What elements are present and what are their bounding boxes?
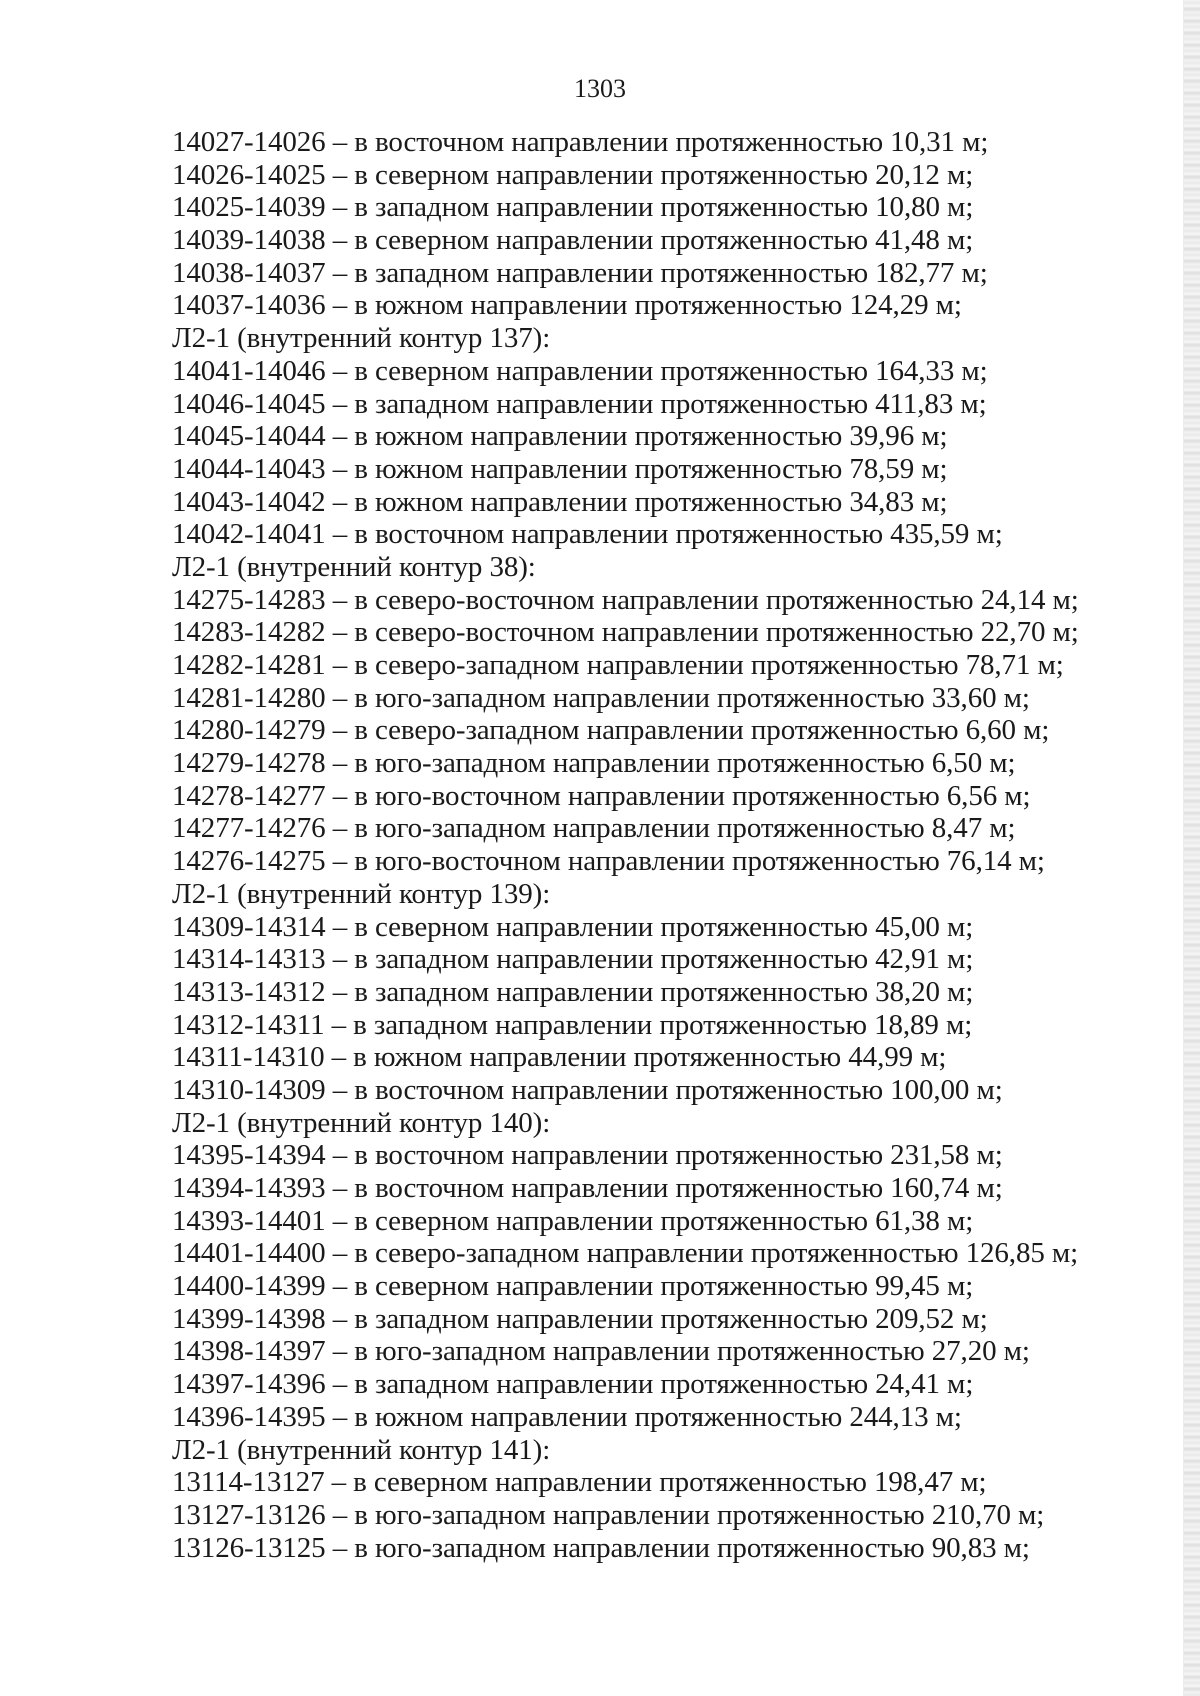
- contour-heading: Л2-1 (внутренний контур 141):: [172, 1433, 551, 1466]
- boundary-segment-line: 14039-14038 – в северном направлении протяженностью 41,48 м;: [172, 224, 974, 257]
- boundary-segment-line: 14278-14277 – в юго-восточном направлении протяженностью 6,56 м;: [172, 779, 1031, 812]
- boundary-segment-line: 14038-14037 – в западном направлении протяженностью 182,77 м;: [172, 256, 988, 289]
- page-number: 1303: [574, 74, 626, 103]
- contour-heading: Л2-1 (внутренний контур 38):: [172, 550, 536, 583]
- boundary-segment-line: 14398-14397 – в юго-западном направлении протяженностью 27,20 м;: [172, 1335, 1030, 1368]
- contour-heading: Л2-1 (внутренний контур 140):: [172, 1106, 551, 1139]
- boundary-segment-line: 14279-14278 – в юго-западном направлении протяженностью 6,50 м;: [172, 747, 1016, 780]
- boundary-segment-line: 14311-14310 – в южном направлении протяженностью 44,99 м;: [172, 1041, 947, 1074]
- boundary-segment-line: 14401-14400 – в северо-западном направлении протяженностью 126,85 м;: [172, 1237, 1079, 1270]
- document-body: [172, 126, 1132, 1564]
- boundary-segment-line: 14310-14309 – в восточном направлении протяженностью 100,00 м;: [172, 1073, 1003, 1106]
- boundary-segment-line: 14394-14393 – в восточном направлении протяженностью 160,74 м;: [172, 1172, 1003, 1204]
- boundary-segment-line: 14275-14283 – в северо-восточном направлении протяженностью 24,14 м;: [172, 583, 1079, 616]
- boundary-segment-line: 14025-14039 – в западном направлении протяженностью 10,80 м;: [172, 191, 974, 224]
- boundary-segment-line: 14041-14046 – в северном направлении протяженностью 164,33 м;: [172, 354, 988, 387]
- boundary-segment-line: 14314-14313 – в западном направлении протяженностью 42,91 м;: [172, 943, 974, 976]
- boundary-segment-line: 14400-14399 – в северном направлении протяженностью 99,45 м;: [172, 1270, 974, 1303]
- boundary-segment-line: 14282-14281 – в северо-западном направлении протяженностью 78,71 м;: [172, 649, 1064, 681]
- boundary-segment-line: 14046-14045 – в западном направлении протяженностью 411,83 м;: [172, 387, 987, 420]
- boundary-segment-line: 14042-14041 – в восточном направлении протяженностью 435,59 м;: [172, 518, 1003, 551]
- boundary-segment-line: 14043-14042 – в южном направлении протяженностью 34,83 м;: [172, 485, 948, 518]
- boundary-segment-line: 14309-14314 – в северном направлении протяженностью 45,00 м;: [172, 910, 974, 943]
- boundary-segment-line: 14280-14279 – в северо-западном направлении протяженностью 6,60 м;: [172, 714, 1050, 747]
- boundary-segment-line: 14283-14282 – в северо-восточном направлении протяженностью 22,70 м;: [172, 616, 1079, 649]
- boundary-segment-line: 14044-14043 – в южном направлении протяженностью 78,59 м;: [172, 452, 948, 485]
- boundary-segment-line: 13114-13127 – в северном направлении протяженностью 198,47 м;: [172, 1466, 987, 1499]
- boundary-segment-line: 14037-14036 – в южном направлении протяженностью 124,29 м;: [172, 289, 962, 322]
- contour-heading: Л2-1 (внутренний контур 139):: [172, 877, 551, 910]
- boundary-segment-line: 14027-14026 – в восточном направлении протяженностью 10,31 м;: [172, 126, 989, 158]
- boundary-segment-line: 14396-14395 – в южном направлении протяженностью 244,13 м;: [172, 1400, 962, 1433]
- boundary-segment-line: 14395-14394 – в восточном направлении протяженностью 231,58 м;: [172, 1139, 1003, 1172]
- boundary-segment-line: 14026-14025 – в северном направлении протяженностью 20,12 м;: [172, 158, 974, 191]
- boundary-segment-line: 14312-14311 – в западном направлении протяженностью 18,89 м;: [172, 1008, 973, 1041]
- boundary-segment-line: 14313-14312 – в западном направлении протяженностью 38,20 м;: [172, 975, 974, 1008]
- boundary-segment-line: 14276-14275 – в юго-восточном направлении протяженностью 76,14 м;: [172, 845, 1045, 878]
- boundary-segment-line: 13126-13125 – в юго-западном направлении протяженностью 90,83 м;: [172, 1531, 1030, 1564]
- boundary-segment-line: 14399-14398 – в западном направлении протяженностью 209,52 м;: [172, 1302, 988, 1335]
- boundary-segment-line: 14045-14044 – в южном направлении протяженностью 39,96 м;: [172, 420, 948, 453]
- boundary-segment-line: 13127-13126 – в юго-западном направлении протяженностью 210,70 м;: [172, 1498, 1045, 1531]
- scan-edge-artifact: [1183, 0, 1200, 1696]
- boundary-segment-line: 14397-14396 – в западном направлении протяженностью 24,41 м;: [172, 1368, 974, 1401]
- boundary-segment-line: 14277-14276 – в юго-западном направлении протяженностью 8,47 м;: [172, 812, 1016, 845]
- boundary-segment-line: 14281-14280 – в юго-западном направлении протяженностью 33,60 м;: [172, 681, 1030, 714]
- boundary-segment-line: 14393-14401 – в северном направлении протяженностью 61,38 м;: [172, 1204, 974, 1237]
- contour-heading: Л2-1 (внутренний контур 137):: [172, 322, 551, 355]
